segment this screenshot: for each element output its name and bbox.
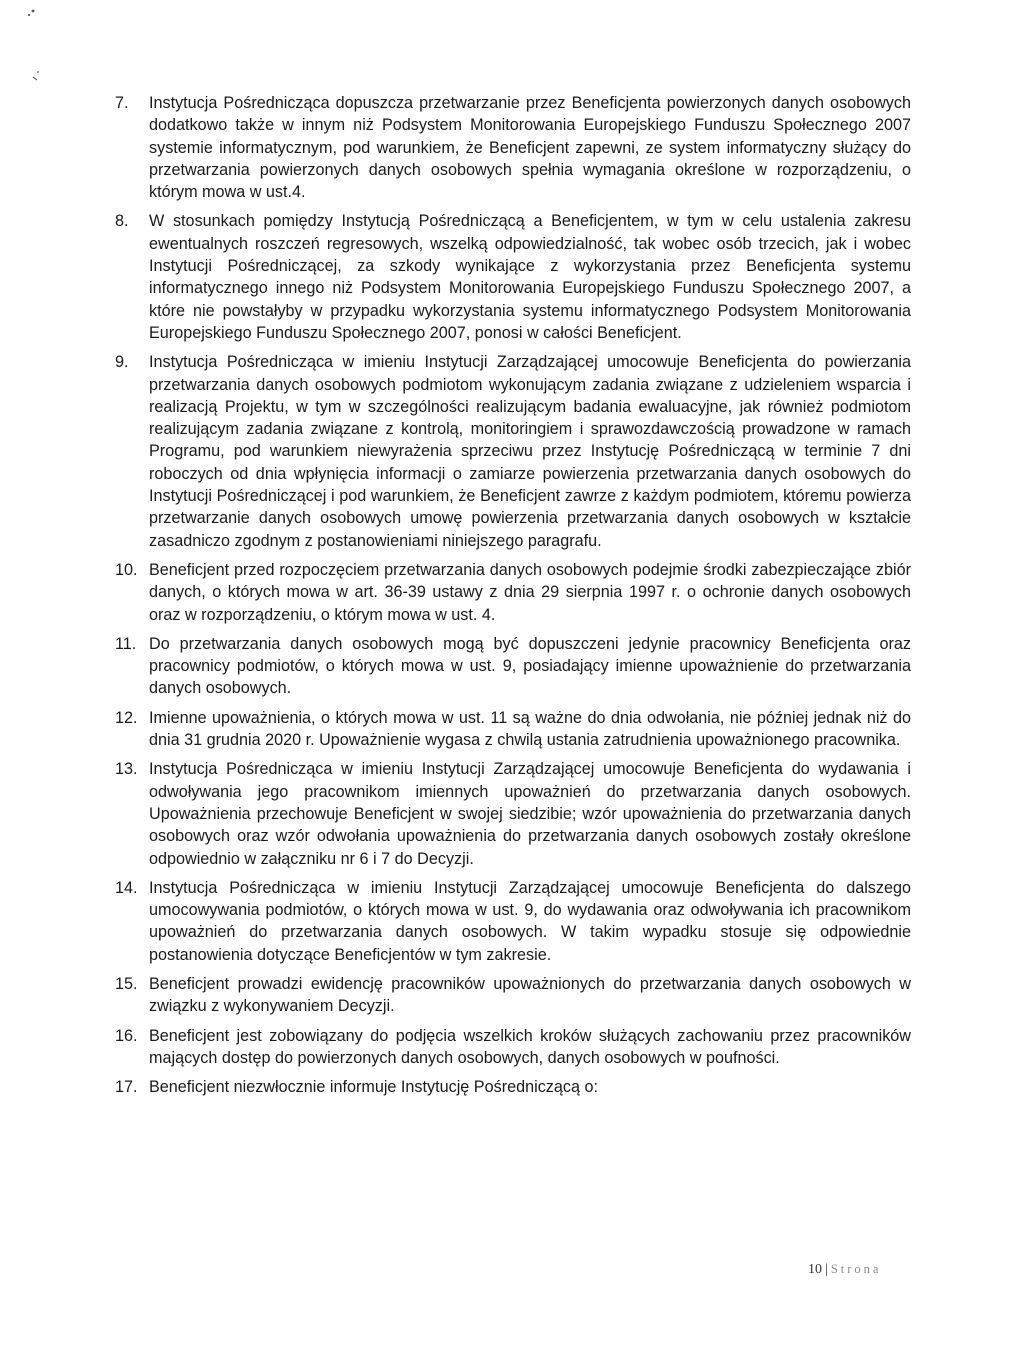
- item-number: 8.: [115, 212, 129, 231]
- scan-specks: [0, 0, 60, 90]
- list-item: [115, 707, 911, 752]
- item-text: Beneficjent jest zobowiązany do podjęcia wszelkich kroków służących zachowaniu przez pracowników mających dostęp do powierzonych danych osobowych, danych osobowych w poufności.: [149, 1026, 911, 1067]
- item-number: 12.: [115, 708, 138, 727]
- list-item: [115, 1025, 911, 1070]
- list-item: [115, 210, 911, 344]
- item-number: 17.: [115, 1078, 138, 1097]
- paragraph-list: [115, 92, 911, 1105]
- list-item: [115, 1076, 911, 1098]
- list-item: [115, 973, 911, 1018]
- list-item: [115, 758, 911, 869]
- item-number: 11.: [115, 634, 137, 653]
- item-text: Instytucja Pośrednicząca w imieniu Instytucji Zarządzającej umocowuje Beneficjenta do powierzania przetwarzania danych osobowych podmiotom wykonującym zadania związane z udzieleniem wsparcia i realizacją Projektu, w tym w szczególności realizującym badania ewaluacyjne, jak również podmiotom realizującym zadania związane z kontrolą, monitoringiem i sprawozdawczością prowadzone w ramach Programu, pod warunkiem niewyrażenia sprzeciwu przez Instytucję Pośredniczącą w terminie 7 dni roboczych od dnia wpłynięcia informacji o zamiarze powierzenia przetwarzania danych osobowych do Instytucji Pośredniczącej i pod warunkiem, że Beneficjent zawrze z każdym podmiotem, któremu powierza przetwarzanie danych osobowych umowę powierzenia przetwarzania danych osobowych w kształcie zasadniczo zgodnym z postanowieniami niniejszego paragrafu.: [149, 353, 911, 550]
- page-label: Strona: [830, 1262, 882, 1276]
- item-text: Instytucja Pośrednicząca dopuszcza przetwarzanie przez Beneficjenta powierzonych danych osobowych dodatkowo także w innym niż Podsystem Monitorowania Europejskiego Funduszu Społecznego 2007 systemie informatycznym, pod warunkiem, że Beneficjent zapewni, ze system informatyczny służący do przetwarzania powierzonych danych osobowych spełnia wymagania określone w rozporządzeniu, o którym mowa w ust.4.: [149, 94, 911, 202]
- list-item: [115, 633, 911, 700]
- page-number: 10: [808, 1262, 822, 1277]
- item-number: 16.: [115, 1026, 138, 1045]
- list-item: [115, 877, 911, 966]
- item-text: Beneficjent przed rozpoczęciem przetwarzania danych osobowych podejmie środki zabezpieczające zbiór danych, o których mowa w art. 36-39 ustawy z dnia 29 sierpnia 1997 r. o ochronie danych osobowych oraz w rozporządzeniu, o którym mowa w ust. 4.: [149, 560, 911, 624]
- item-text: Imienne upoważnienia, o których mowa w ust. 11 są ważne do dnia odwołania, nie później jednak niż do dnia 31 grudnia 2020 r. Upoważnienie wygasa z chwilą ustania zatrudnienia upoważnionego pracownika.: [149, 708, 911, 750]
- item-number: 10.: [115, 560, 138, 579]
- list-item: [115, 351, 911, 552]
- page-footer: [808, 1262, 881, 1278]
- list-item: [115, 559, 911, 626]
- item-number: 14.: [115, 878, 138, 897]
- item-number: 15.: [115, 974, 138, 993]
- item-number: 13.: [115, 760, 138, 779]
- item-number: 7.: [115, 94, 129, 112]
- item-text: Do przetwarzania danych osobowych mogą być dopuszczeni jedynie pracownicy Beneficjenta oraz pracownicy podmiotów, o których mowa w ust. 9, posiadający imienne upoważnienie do przetwarzania danych osobowych.: [149, 634, 911, 698]
- item-number: 9.: [115, 353, 129, 372]
- item-text: Instytucja Pośrednicząca w imieniu Instytucji Zarządzającej umocowuje Beneficjenta do wydawania i odwoływania jego pracownikom imiennych upoważnień do przetwarzania danych osobowych. Upoważnienia przechowuje Beneficjent w swojej siedzibie; wzór upoważnienia do przetwarzania danych osobowych oraz wzór odwołania upoważnienia do przetwarzania danych osobowych zostały określone odpowiednio w załączniku nr 6 i 7 do Decyzji.: [149, 760, 911, 868]
- list-item: [115, 92, 911, 203]
- item-text: Beneficjent niezwłocznie informuje Instytucję Pośredniczącą o:: [149, 1078, 598, 1097]
- item-text: Instytucja Pośrednicząca w imieniu Instytucji Zarządzającej umocowuje Beneficjenta do dalszego umocowywania podmiotów, o których mowa w ust. 9, do wydawania oraz odwoływania ich pracownikom upoważnień do przetwarzania danych osobowych. W takim wypadku stosuje się odpowiednie postanowienia dotyczące Beneficjentów w tym zakresie.: [149, 878, 911, 964]
- item-text: Beneficjent prowadzi ewidencję pracowników upoważnionych do przetwarzania danych osobowych w związku z wykonywaniem Decyzji.: [149, 974, 911, 1016]
- item-text: W stosunkach pomiędzy Instytucją Pośredniczącą a Beneficjentem, w tym w celu ustalenia zakresu ewentualnych roszczeń regresowych, wszelką odpowiedzialność, tak wobec osób trzecich, jak i wobec Instytucji Pośredniczącej, za szkody wynikające z wykorzystania przez Beneficjenta systemu informatycznego innego niż Podsystem Monitorowania Europejskiego Funduszu Społecznego 2007, a które nie powstałyby w przypadku wykorzystania systemu informatycznego Podsystem Monitorowania Europejskiego Funduszu Społecznego 2007, ponosi w całości Beneficjent.: [149, 212, 911, 342]
- footer-separator: |: [825, 1262, 828, 1277]
